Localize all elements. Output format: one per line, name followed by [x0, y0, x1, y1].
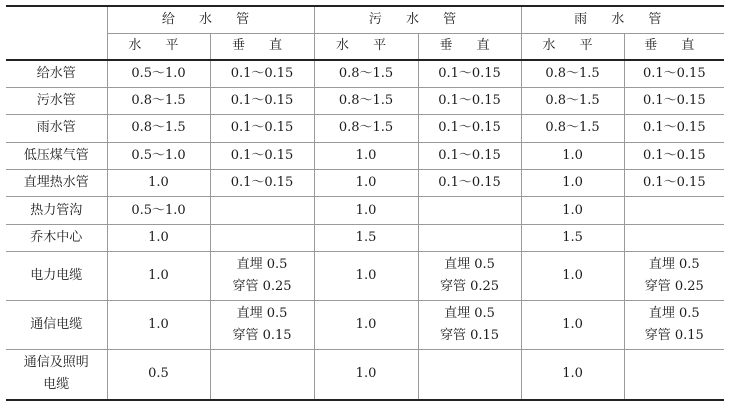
table-cell	[210, 60, 314, 87]
table-cell	[418, 60, 521, 87]
cell-value: 直埋 0.5	[648, 305, 700, 321]
cell-value: 0.8～1.5	[131, 120, 186, 136]
table-cell	[521, 197, 624, 224]
table-cell	[210, 300, 314, 349]
cell-value: 1.0	[562, 316, 583, 332]
table-cell	[210, 142, 314, 169]
cell-value: 0.1～0.15	[438, 93, 501, 109]
table-cell	[107, 170, 210, 197]
table-cell	[624, 170, 724, 197]
table-cell	[521, 252, 624, 301]
table-cell	[314, 170, 418, 197]
table-row	[6, 170, 724, 197]
row-label	[6, 224, 107, 251]
cell-value: 0.5～1.0	[131, 202, 186, 218]
row-label	[6, 142, 107, 169]
table-cell	[210, 87, 314, 114]
table-cell	[418, 142, 521, 169]
cell-value: 1.0	[355, 268, 377, 284]
table-cell	[624, 87, 724, 114]
cell-value: 1.0	[355, 316, 377, 332]
table-cell	[107, 60, 210, 87]
table-cell	[107, 87, 210, 114]
row-label	[6, 170, 107, 197]
table-cell	[314, 60, 418, 87]
table-cell	[521, 349, 624, 400]
table-cell	[107, 224, 210, 251]
cell-value: 穿管 0.25	[232, 279, 292, 295]
table-cell	[210, 170, 314, 197]
table-cell	[210, 349, 314, 400]
cell-value: 0.5～1.0	[131, 65, 186, 81]
cell-value: 0.1～0.15	[230, 65, 294, 81]
cell-value: 0.1～0.15	[438, 65, 501, 81]
table-cell	[314, 142, 418, 169]
table-cell	[210, 224, 314, 251]
cell-value: 0.8～1.5	[338, 65, 394, 81]
header-group-rainwater: 雨 水 管	[521, 6, 724, 33]
cell-value: 1.0	[562, 147, 583, 163]
cell-value: 0.8～1.5	[131, 93, 186, 109]
table-cell	[314, 224, 418, 251]
header-corner	[6, 6, 107, 60]
table-cell	[314, 252, 418, 301]
row-label-line: 通信及照明	[23, 355, 89, 371]
cell-value: 0.5～1.0	[131, 147, 186, 163]
cell-value: 直埋 0.5	[236, 305, 288, 321]
table-cell	[210, 252, 314, 301]
cell-value: 1.5	[355, 230, 377, 246]
cell-value: 1.0	[355, 175, 377, 191]
cell-value: 0.1～0.15	[438, 175, 501, 191]
cell-value: 1.0	[148, 175, 169, 191]
cell-value: 0.1～0.15	[642, 120, 706, 136]
row-label	[6, 197, 107, 224]
table-cell	[624, 224, 724, 251]
cell-value: 1.0	[148, 268, 169, 284]
cell-value: 1.0	[562, 175, 583, 191]
table-cell	[521, 142, 624, 169]
table-cell	[314, 115, 418, 142]
table-row	[6, 300, 724, 349]
table-cell	[521, 60, 624, 87]
table-row	[6, 197, 724, 224]
row-label-line: 雨水管	[36, 120, 76, 136]
table-cell	[314, 87, 418, 114]
table-cell	[418, 224, 521, 251]
table-cell	[521, 170, 624, 197]
cell-value: 穿管 0.25	[644, 279, 704, 295]
cell-value: 穿管 0.25	[439, 279, 500, 295]
cell-value: 0.1～0.15	[642, 147, 706, 163]
header-row-groups	[6, 6, 724, 33]
header-horizontal: 水 平	[521, 33, 624, 60]
table-cell	[521, 300, 624, 349]
header-horizontal: 水 平	[314, 33, 418, 60]
table-cell	[624, 197, 724, 224]
cell-value: 直埋 0.5	[444, 257, 495, 273]
cell-value: 直埋 0.5	[648, 257, 700, 273]
cell-value: 0.8～1.5	[338, 93, 394, 109]
table-row	[6, 224, 724, 251]
cell-value: 1.0	[355, 202, 377, 218]
table-cell	[107, 349, 210, 400]
table-row	[6, 115, 724, 142]
table-cell	[624, 300, 724, 349]
table-cell	[107, 197, 210, 224]
header-vertical: 垂 直	[418, 33, 521, 60]
row-label-line: 通信电缆	[30, 316, 83, 332]
pipe-clearance-table	[6, 5, 724, 401]
row-label	[6, 349, 107, 400]
row-label-line: 低压煤气管	[23, 147, 89, 163]
cell-value: 0.8～1.5	[545, 93, 600, 109]
table-cell	[314, 300, 418, 349]
cell-value: 1.0	[562, 202, 583, 218]
cell-value: 0.1～0.15	[230, 93, 294, 109]
row-label	[6, 300, 107, 349]
cell-value: 穿管 0.15	[232, 327, 292, 343]
table-cell	[418, 170, 521, 197]
cell-value: 1.0	[562, 366, 583, 382]
row-label-line: 乔木中心	[30, 230, 83, 246]
cell-value: 穿管 0.15	[439, 327, 500, 343]
cell-value: 穿管 0.15	[644, 327, 704, 343]
table-row	[6, 60, 724, 87]
cell-value: 0.8～1.5	[545, 120, 600, 136]
table-cell	[107, 252, 210, 301]
cell-value: 0.1～0.15	[438, 147, 501, 163]
cell-value: 1.0	[148, 316, 169, 332]
cell-value: 0.1～0.15	[438, 120, 501, 136]
cell-value: 1.0	[355, 147, 377, 163]
table-cell	[314, 197, 418, 224]
header-vertical: 垂 直	[624, 33, 724, 60]
cell-value: 1.0	[148, 230, 169, 246]
cell-value: 0.1～0.15	[230, 147, 294, 163]
header-row-directions	[6, 33, 724, 60]
table-cell	[210, 197, 314, 224]
row-label	[6, 252, 107, 301]
table-cell	[418, 349, 521, 400]
header-group-sewage: 污 水 管	[314, 6, 521, 33]
row-label	[6, 60, 107, 87]
table-cell	[418, 197, 521, 224]
row-label	[6, 87, 107, 114]
table-cell	[314, 349, 418, 400]
header-horizontal: 水 平	[107, 33, 210, 60]
table-row	[6, 87, 724, 114]
row-label-line: 给水管	[36, 65, 76, 81]
cell-value: 直埋 0.5	[444, 305, 495, 321]
table-cell	[107, 142, 210, 169]
table-cell	[624, 349, 724, 400]
cell-value: 0.1～0.15	[642, 65, 706, 81]
header-group-water-supply: 给 水 管	[107, 6, 314, 33]
table-cell	[521, 115, 624, 142]
cell-value: 0.8～1.5	[545, 65, 600, 81]
table-cell	[107, 300, 210, 349]
table-row	[6, 252, 724, 301]
table-row	[6, 349, 724, 400]
header-vertical: 垂 直	[210, 33, 314, 60]
cell-value: 1.0	[355, 366, 377, 382]
cell-value: 1.0	[562, 268, 583, 284]
table-cell	[418, 87, 521, 114]
row-label-line: 直埋热水管	[23, 175, 89, 191]
table-cell	[210, 115, 314, 142]
row-label-line: 热力管沟	[30, 202, 83, 218]
cell-value: 1.5	[562, 230, 583, 246]
table-cell	[418, 300, 521, 349]
row-label	[6, 115, 107, 142]
table-cell	[624, 142, 724, 169]
table-cell	[418, 252, 521, 301]
cell-value: 0.8～1.5	[338, 120, 394, 136]
table-row	[6, 142, 724, 169]
cell-value: 直埋 0.5	[236, 257, 288, 273]
table-cell	[521, 224, 624, 251]
table-cell	[521, 87, 624, 114]
cell-value: 0.1～0.15	[642, 93, 706, 109]
table-cell	[624, 252, 724, 301]
table-cell	[624, 60, 724, 87]
table-cell	[418, 115, 521, 142]
cell-value: 0.1～0.15	[230, 120, 294, 136]
cell-value: 0.1～0.15	[230, 175, 294, 191]
row-label-line: 电力电缆	[30, 268, 83, 284]
table-body	[6, 60, 724, 400]
cell-value: 0.5	[148, 366, 169, 382]
table-cell	[624, 115, 724, 142]
table-cell	[107, 115, 210, 142]
row-label-line: 污水管	[36, 93, 76, 109]
row-label-line: 电缆	[43, 377, 70, 393]
cell-value: 0.1～0.15	[642, 175, 706, 191]
